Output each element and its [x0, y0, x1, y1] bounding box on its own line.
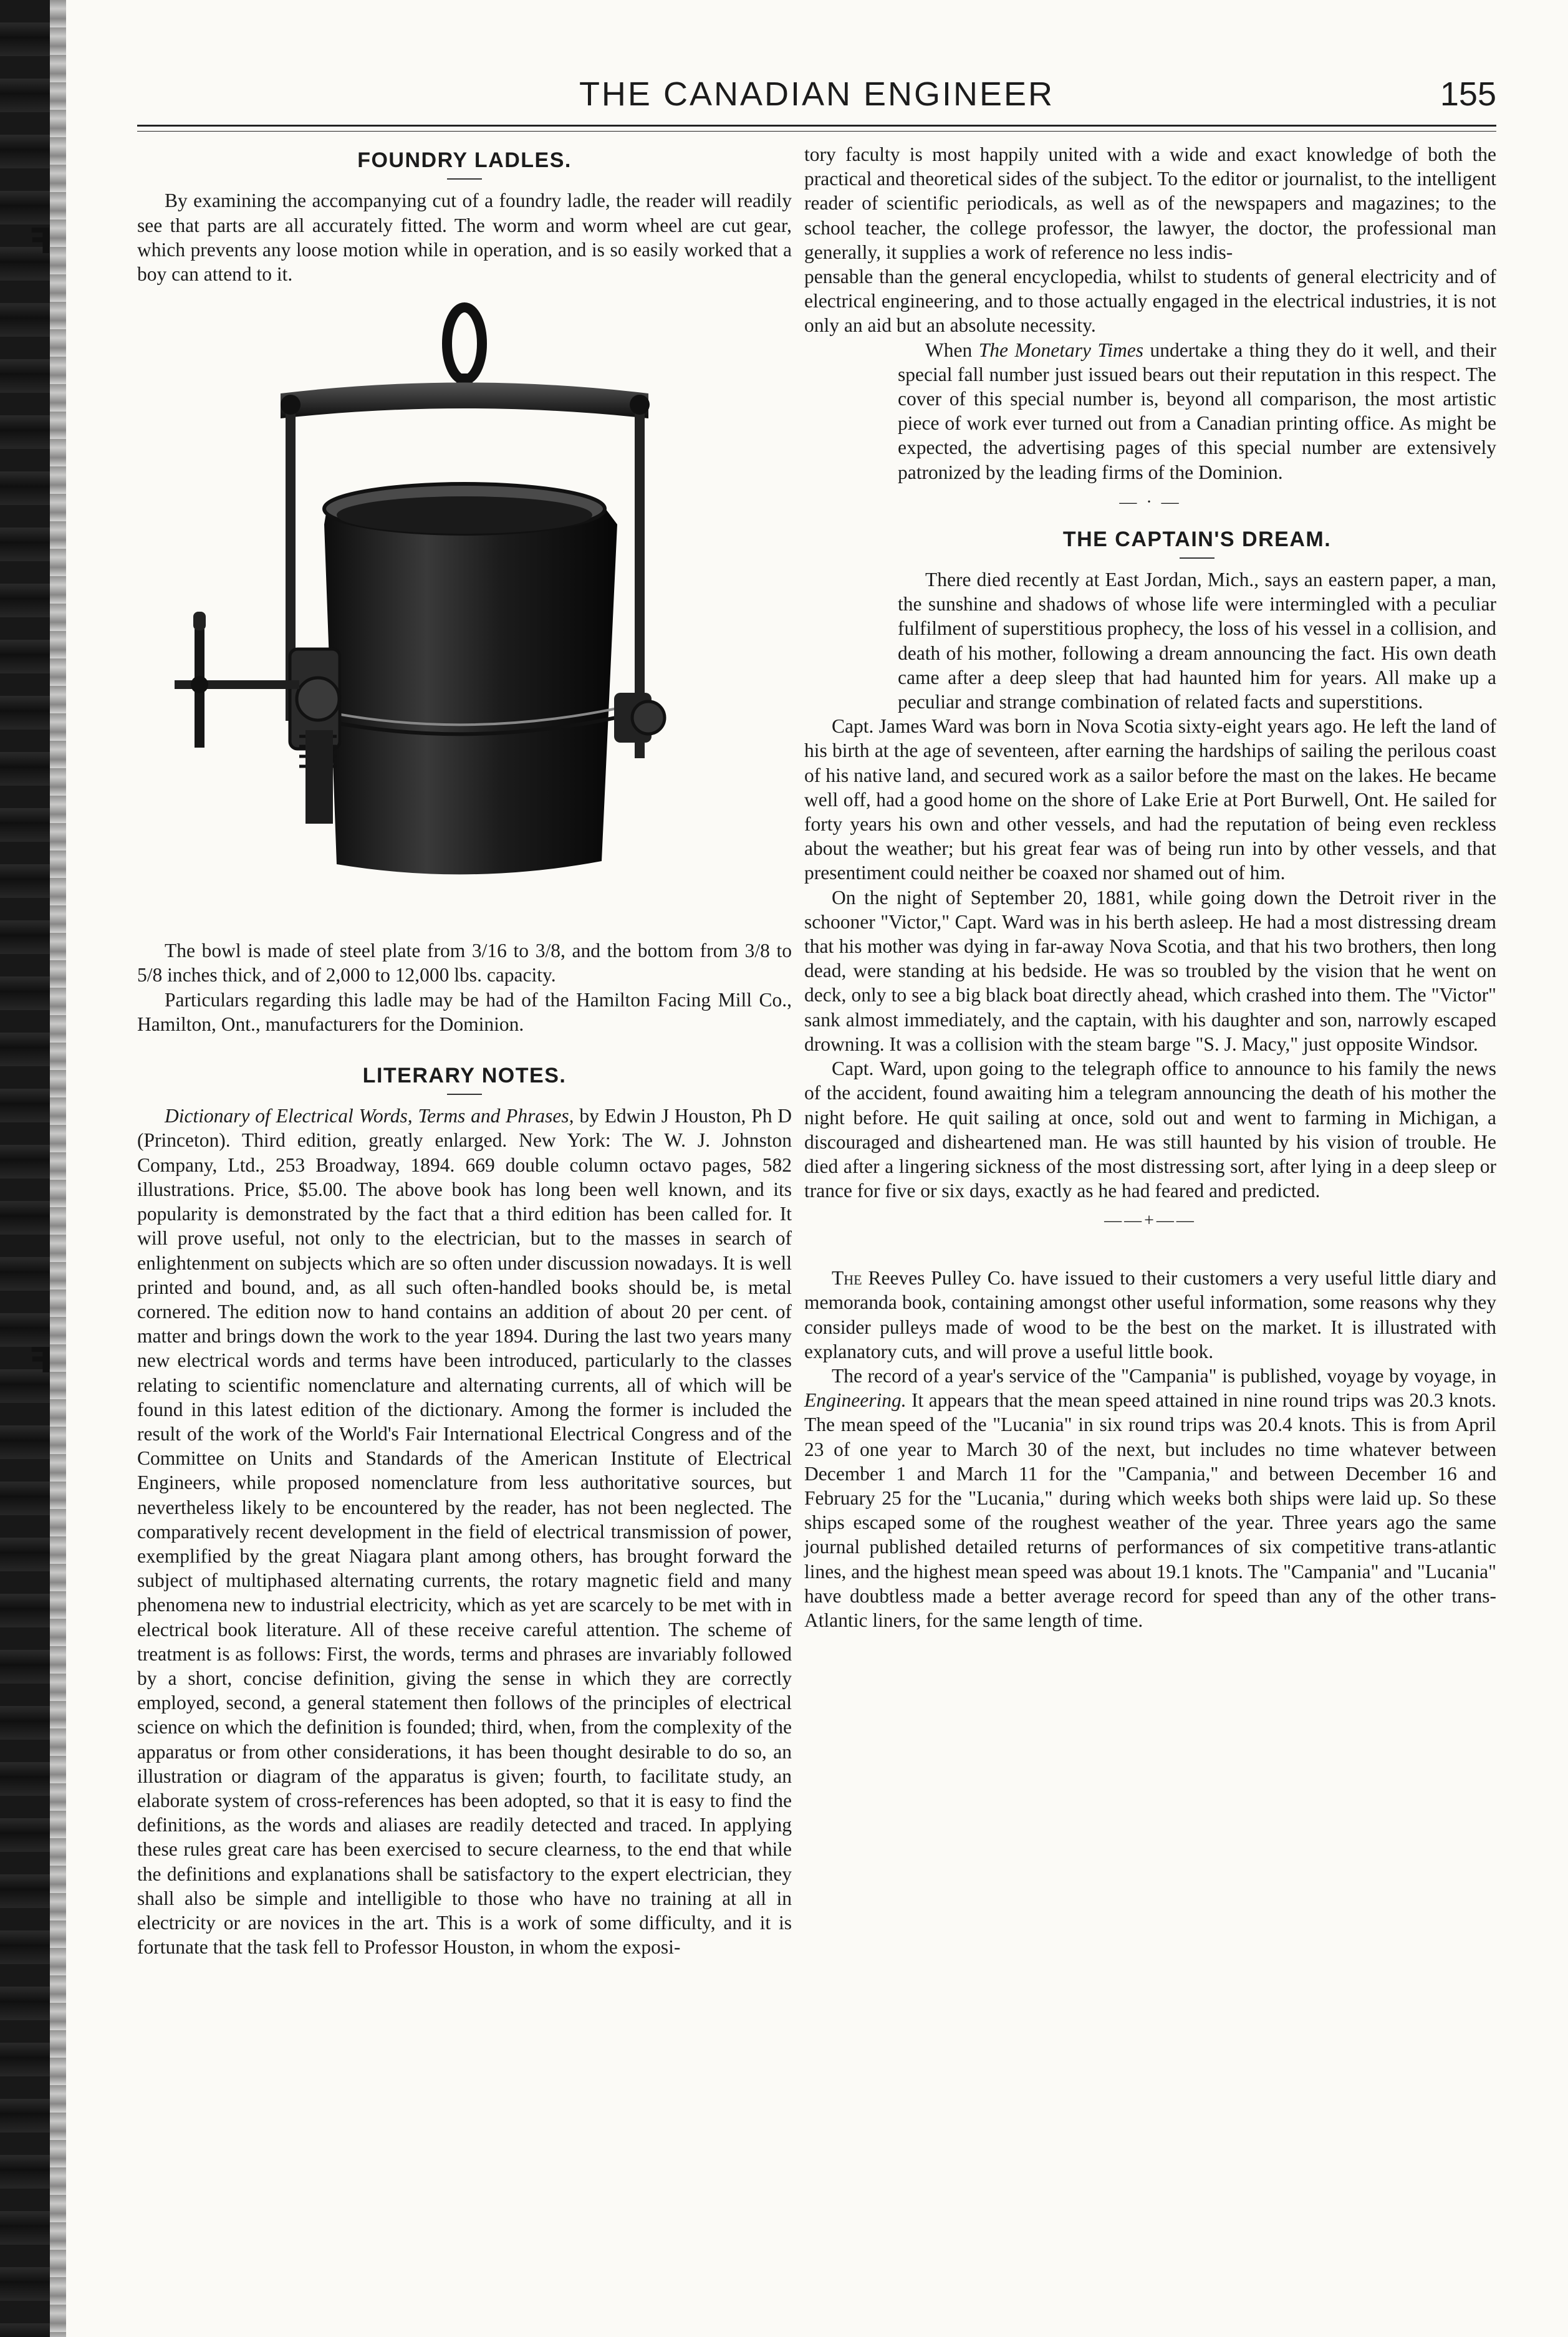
- captain-heading: THE CAPTAIN'S DREAM.: [1062, 527, 1332, 551]
- section-separator: ——+——: [1104, 1211, 1196, 1231]
- head-rule: [137, 125, 1496, 127]
- foundry-heading: FOUNDRY LADLES.: [357, 148, 572, 172]
- foundry-caption-2: Particulars regarding this ladle may be had of the Hamilton Facing Mill Co., Hamilton, Ont., manufacturers for the Dominion.: [137, 988, 792, 1035]
- heading-dash: [447, 1094, 482, 1095]
- captain-paragraph-4: Capt. Ward, upon going to the telegraph office to announce to his family the news of the accident, found awaiting him a telegram announcing the death of his mother the night before. He quit sailing at once, sold out and went to farming in Michigan, a discouraged and disheartened man. He was still haunted by his vision of trouble. He died after a lingering sickness of the most distressing sort, after lying in a deep sleep or trance for five or six days, exactly as he had feared and predicted.: [804, 1058, 1496, 1202]
- literary-continued-2: pensable than the general encyclopedia, whilst to students of general electricity and of electrical engineering, and to those actually engaged in the electrical industries, it is not only an aid but an absolute necessity.: [804, 266, 1496, 337]
- reeves-lead: The: [832, 1267, 862, 1289]
- binding-clip-icon: ꟻ: [28, 1341, 53, 1381]
- engineering-journal: Engineering.: [804, 1389, 907, 1412]
- captain-intro-block: [898, 526, 1496, 715]
- campania-text-b: It appears that the mean speed attained in nine round trips was 20.3 knots. The mean speed of the "Lucania" in six round trips was 20.4 knots. This is from April 23 of one year to March 30 of the next, but includes no time whatever between December 1 and March 11 for the "Campania," and between December 16 and February 25 for the "Lucania," during which weeks both ships were laid up. So these ships escaped some of the roughest weather of the year. Three years ago the same journal published detailed returns of performances of six competitive trans-atlantic lines, and the highest mean speed was about 19.1 knots. The "Campania" and "Lucania" have doubtless made a better average record for speed than any of the other trans-Atlantic liners, for the same length of time.: [804, 1389, 1497, 1632]
- right-column: [804, 142, 1496, 2293]
- literary-text: by Edwin J Houston, Ph D (Princeton). Third edition, greatly enlarged. New York: The W. J. Johnston Company, Ltd., 253 Broadway, 1894. 669 double column octavo pages, 582 illustrations. Price, $5.00. The above book has long been well known, and its popularity is demonstrated by the fact that a third edition has been called for. It will prove useful, not only to the electrician, but to the masses in search of enlightenment on subjects which are so often under discussion nowadays. It is well printed and bound, and, as all such often-handled books should be, is metal cornered. The edition now to hand contains an addition of about 20 per cent. of matter and brings down the work to the year 1894. During the last two years many new electrical words and terms have been introduced, particularly to the classes relating to scientific nomenclature and alternating currents, all of which will be found in this latest edition of the dictionary. Among the former is included the result of the work of the World's Fair International Electrical Congress and of the Committee on Units and Standards of the American Institute of Electrical Engineers, while proposed nomenclature from less authoritative sources, but nevertheless likely to be encountered by the reader, has not been neglected. The comparatively recent development in the field of electrical transmission of power, exemplified by the great Niagara plant among others, has brought forward the subject of multiphased alternating currents, the rotary magnetic field and many phenomena new to industrial electricity, which as yet are scarcely to be met with in electrical book literature. All of these receive careful attention. The scheme of treatment is as follows: First, the words, terms and phrases are invariably followed by a short, concise definition, giving the sense in which they are correctly employed, second, a general statement then follows of the principles of electrical science on which the definition is founded; third, when, from the complexity of the apparatus or from other considerations, it has been thought desirable to do so, an illustration or diagram of the apparatus is given; fourth, to facilitate study, an elaborate system of cross-references has been adopted, so that it is easy to find the definitions, as the words and aliases are readily detected and traced. In applying these rules great care has been exercised to secure clearness, to the end that while the definitions and explanations shall be satisfactory to the expert electrician, they shall also be simple and intelligible to those who have no training at all in electricity or are novices in the art. This is a work of some difficulty, and it is fortunate that the task fell to Professor Houston, in whom the exposi-: [137, 1105, 792, 1959]
- book-title: Dictionary of Electrical Words, Terms and Phrases,: [165, 1105, 574, 1127]
- literary-continued-1: tory faculty is most happily united with a wide and exact knowledge of both the practical and theoretical sides of the subject. To the editor or journalist, to the intelligent reader of scientific periodicals, as well as of the newspapers and magazines; to the school teacher, the college professor, the lawyer, the doctor, the professional man generally, it supplies a work of reference no less indis-: [804, 143, 1496, 263]
- ladle-figure: [137, 300, 792, 923]
- spacer: [804, 1245, 1496, 1266]
- section-separator: — · —: [1119, 492, 1181, 512]
- reeves-text: Reeves Pulley Co. have issued to their customers a very useful little diary and memoranda book, containing amongst other useful information, some reasons why they consider pulleys made of wood to be the best on the market. It is illustrated with explanatory cuts, and will prove a useful little book.: [804, 1267, 1497, 1362]
- head-rule-thin: [137, 131, 1496, 132]
- binding-strip: [0, 0, 50, 2337]
- literary-heading: LITERARY NOTES.: [362, 1063, 567, 1087]
- monetary-paragraph: [898, 338, 1496, 484]
- foundry-caption-1: The bowl is made of steel plate from 3/16 to 3/8, and the bottom from 3/8 to 5/8 inches thick, and of 2,000 to 12,000 lbs. capacity.: [137, 940, 792, 986]
- captain-paragraph-2: Capt. James Ward was born in Nova Scotia sixty-eight years ago. He left the land of his birth at the age of seventeen, after earning the hardships of sailing the perilous coast of his native land, and secured work as a sailor before the mast on the lakes. He became well off, had a good home on the shore of Lake Erie at Port Burwell, Ont. He sailed for forty years his own and other vessels, and had the reputation of being even reckless about the weather; but his great fear was of being run into by other vessels, and that presentiment could neither be coaxed nor shamed out of him.: [804, 715, 1496, 884]
- monetary-title: The Monetary Times: [978, 339, 1143, 361]
- heading-dash: [447, 178, 482, 180]
- campania-paragraph: [804, 1364, 1496, 1632]
- foundry-ladle-engraving: [137, 300, 792, 923]
- reeves-paragraph: [804, 1266, 1496, 1364]
- binding-edge: [50, 0, 66, 2337]
- captain-paragraph-1: There died recently at East Jordan, Mich., says an eastern paper, a man, the sunshine and shadows of whose life were intermingled with a peculiar fulfilment of superstitious prophecy, the loss of his vessel in a collision, and death of his mother, following a dream announcing the fact. His own death came after a deep sleep that had haunted him for years. All make up a peculiar and strange combination of related facts and superstitions.: [898, 569, 1496, 713]
- spacer: [137, 1036, 792, 1058]
- monetary-text: undertake a thing they do it well, and their special fall number just issued bears out their reputation in this respect. The cover of this special number is, beyond all comparison, the most artistic piece of work ever turned out from a Canadian printing office. As might be expected, the advertising pages of this special number are extensively patronized by the leading firms of the Dominion.: [898, 339, 1497, 483]
- monetary-block: [898, 338, 1496, 484]
- binding-clip-icon: ꟻ: [28, 221, 53, 262]
- campania-text-a: The record of a year's service of the "Campania" is published, voyage by voyage, in: [832, 1364, 1496, 1387]
- running-head: [137, 75, 1496, 126]
- foundry-intro: By examining the accompanying cut of a foundry ladle, the reader will readily see that parts are all accurately fitted. The worm and worm wheel are cut gear, which prevents any loose motion while in operation, and is so easily worked that a boy can attend to it.: [137, 190, 792, 285]
- captain-paragraph-3: On the night of September 20, 1881, while going down the Detroit river in the schooner "Victor," Capt. Ward was in his berth asleep. He had a most distressing dream that his mother was dying in far-away Nova Scotia, and that his two brothers, then long dead, were standing at his bedside. He was so troubled by the vision that he went on deck, only to see a big black boat directly ahead, which crashed into them. The "Victor" sank almost immediately, and the captain, with his daughter and son, narrowly escaped drowning. It was a collision with the steam barge "S. J. Macy," just opposite Windsor.: [804, 886, 1496, 1055]
- monetary-lead: When: [925, 339, 973, 361]
- heading-dash: [1180, 557, 1214, 559]
- left-column: [137, 142, 792, 2293]
- page-number: 155: [1440, 75, 1496, 113]
- running-title: THE CANADIAN ENGINEER: [579, 75, 1055, 113]
- literary-paragraph-1: [137, 1104, 792, 1959]
